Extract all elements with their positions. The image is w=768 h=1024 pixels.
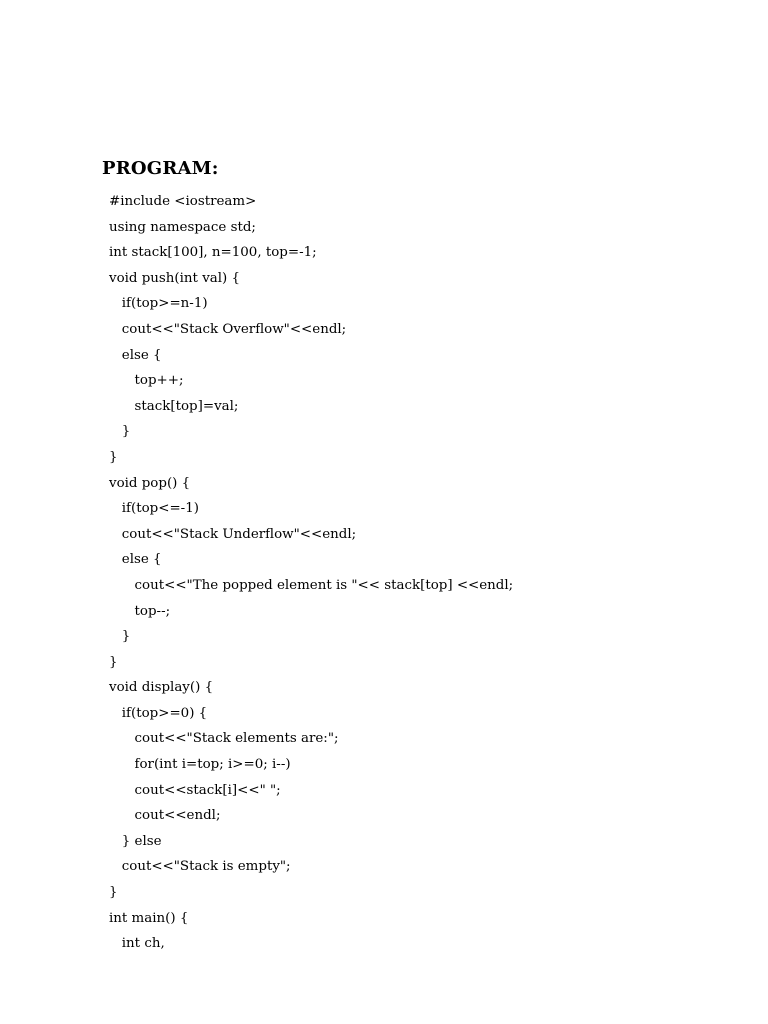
code-line: using namespace std; <box>109 219 256 235</box>
code-line: int stack[100], n=100, top=-1; <box>109 245 317 261</box>
code-line: cout<<"Stack is empty"; <box>109 859 291 875</box>
code-line: } <box>109 629 131 645</box>
code-line: #include <iostream> <box>109 194 257 209</box>
code-line: for(int i=top; i>=0; i--) <box>109 757 291 773</box>
code-line: int ch, <box>109 936 165 952</box>
code-line: cout<<stack[i]<<" "; <box>109 782 281 798</box>
code-line: top--; <box>109 603 171 619</box>
code-line: cout<<"Stack Underflow"<<endl; <box>109 526 357 542</box>
code-line: cout<<endl; <box>109 808 221 824</box>
code-line: void push(int val) { <box>109 270 241 286</box>
code-line: } else <box>109 833 162 849</box>
code-line: stack[top]=val; <box>109 398 239 414</box>
code-line: if(top<=-1) <box>109 501 199 517</box>
code-line: cout<<"The popped element is "<< stack[top] <<endl; <box>109 577 514 593</box>
code-line: void pop() { <box>109 475 191 491</box>
code-line: } <box>109 424 131 440</box>
code-line: void display() { <box>109 680 214 696</box>
code-line: } <box>109 654 118 670</box>
code-block <box>109 189 749 957</box>
code-line: else { <box>109 552 162 568</box>
code-line: top++; <box>109 373 184 389</box>
code-line: if(top>=n-1) <box>109 296 208 312</box>
code-line: } <box>109 449 118 465</box>
code-line: cout<<"Stack elements are:"; <box>109 731 339 747</box>
code-line: else { <box>109 347 162 363</box>
code-line: int main() { <box>109 910 189 926</box>
code-line: } <box>109 885 118 901</box>
section-heading: PROGRAM: <box>102 158 219 179</box>
code-line: cout<<"Stack Overflow"<<endl; <box>109 321 347 337</box>
code-line: if(top>=0) { <box>109 705 208 721</box>
